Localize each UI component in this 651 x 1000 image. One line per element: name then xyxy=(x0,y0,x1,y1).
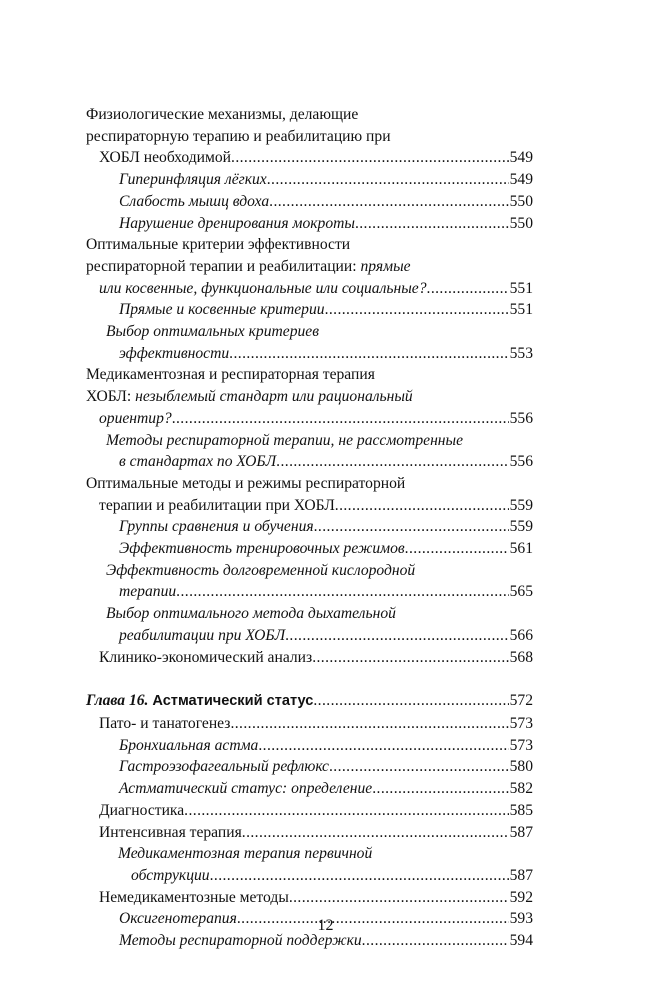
table-of-contents xyxy=(86,104,533,952)
page-number: 568 xyxy=(509,648,533,666)
toc-entry-title: Бронхиальная астма xyxy=(119,736,259,754)
page-number: 580 xyxy=(509,758,533,776)
dot-leader xyxy=(258,735,508,757)
dot-leader xyxy=(329,756,509,778)
toc-entry-title: Астматический статус: определение xyxy=(119,780,373,798)
toc-entry[interactable] xyxy=(86,778,533,800)
toc-entry[interactable] xyxy=(86,538,533,560)
dot-leader xyxy=(427,278,509,300)
dot-leader xyxy=(176,581,508,603)
toc-entry[interactable] xyxy=(86,516,533,538)
toc-entry[interactable] xyxy=(86,234,533,299)
toc-entry[interactable] xyxy=(86,299,533,321)
page-number: 565 xyxy=(509,583,533,601)
toc-entry-title: Немедикаментозные методы xyxy=(99,888,289,906)
page-number: 556 xyxy=(509,453,533,471)
dot-leader xyxy=(289,887,509,909)
toc-entry-title: Интенсивная терапия xyxy=(99,823,242,841)
toc-entry-title: ХОБЛ необходимой xyxy=(99,149,232,167)
chapter-label: Глава 16. xyxy=(86,692,149,710)
toc-entry-title-line: ХОБЛ: xyxy=(86,388,136,406)
toc-entry-title: Пато- и танатогенез xyxy=(99,714,231,732)
dot-leader xyxy=(372,778,508,800)
page-number-footer: 12 xyxy=(317,917,334,934)
toc-entry-title-italic: незыблемый стандарт или рациональный xyxy=(135,388,413,406)
dot-leader xyxy=(231,147,509,169)
page-number: 549 xyxy=(509,171,533,189)
toc-entry-title: терапии xyxy=(119,583,177,601)
dot-leader xyxy=(229,343,508,365)
toc-entry-title-line: респираторную терапию и реабилитацию при xyxy=(86,127,391,145)
page-number: 553 xyxy=(509,344,533,362)
toc-entry[interactable] xyxy=(86,603,533,646)
toc-entry[interactable] xyxy=(86,735,533,757)
page-number: 551 xyxy=(509,279,533,297)
toc-entry[interactable] xyxy=(86,843,533,886)
toc-entry[interactable] xyxy=(86,104,533,169)
toc-entry[interactable] xyxy=(86,213,533,235)
page-number: 551 xyxy=(509,301,533,319)
page-number: 550 xyxy=(509,214,533,232)
page-number: 561 xyxy=(509,540,533,558)
toc-entry-title: реабилитации при ХОБЛ xyxy=(119,626,286,644)
page-number: 549 xyxy=(509,149,533,167)
toc-entry-title: Клинико-экономический анализ xyxy=(99,648,313,666)
toc-entry[interactable] xyxy=(86,887,533,909)
toc-entry-title-line: Выбор оптимального метода дыхательной xyxy=(106,605,396,623)
toc-entry-title-line: Медикаментозная и респираторная терапия xyxy=(86,366,375,384)
toc-entry-title: Слабость мышц вдоха xyxy=(119,192,270,210)
dot-leader xyxy=(405,538,509,560)
page-number: 550 xyxy=(509,192,533,210)
toc-entry[interactable] xyxy=(86,647,533,669)
dot-leader xyxy=(269,191,508,213)
toc-entry-title: терапии и реабилитации при ХОБЛ xyxy=(99,496,335,514)
chapter-spacer xyxy=(86,668,533,690)
toc-entry-title-line: Эффективность долговременной кислородной xyxy=(106,561,416,579)
page-number: 587 xyxy=(509,866,533,884)
toc-entry-title-line: Оптимальные критерии эффективности xyxy=(86,236,351,254)
dot-leader xyxy=(242,822,509,844)
dot-leader xyxy=(276,451,508,473)
page-number: 587 xyxy=(509,823,533,841)
toc-entry[interactable] xyxy=(86,822,533,844)
page-number: 566 xyxy=(509,626,533,644)
toc-entry[interactable] xyxy=(86,756,533,778)
page-number: 556 xyxy=(509,409,533,427)
dot-leader xyxy=(184,800,508,822)
toc-entry-title: Оксигенотерапия xyxy=(119,910,237,928)
toc-entry-title-line: Физиологические механизмы, делающие xyxy=(86,106,359,123)
page-number: 594 xyxy=(509,932,533,950)
toc-entry-title-line: Медикаментозная терапия первичной xyxy=(118,845,373,863)
dot-leader xyxy=(325,299,509,321)
toc-entry-title-line: Выбор оптимальных критериев xyxy=(106,323,319,341)
page-number: 585 xyxy=(509,801,533,819)
dot-leader xyxy=(210,865,509,887)
toc-entry[interactable] xyxy=(86,800,533,822)
toc-entry-title: или косвенные, функциональные или социальные? xyxy=(99,279,427,297)
toc-entry-title-italic: прямые xyxy=(360,257,411,275)
dot-leader xyxy=(267,169,509,191)
toc-entry[interactable] xyxy=(86,713,533,735)
page-number: 572 xyxy=(509,692,533,710)
toc-entry[interactable] xyxy=(86,430,533,473)
toc-entry-title: Группы сравнения и обучения xyxy=(119,518,314,536)
toc-entry-title: эффективности xyxy=(119,344,230,362)
toc-entry-title: Нарушение дренирования мокроты xyxy=(119,214,355,232)
toc-entry-title: Гастроэзофагеальный рефлюкс xyxy=(119,758,329,776)
chapter-title: Астматический статус xyxy=(152,693,314,710)
dot-leader xyxy=(313,690,508,712)
page-number: 593 xyxy=(509,910,533,928)
toc-entry-title: Методы респираторной поддержки xyxy=(119,932,362,950)
dot-leader xyxy=(285,625,508,647)
toc-entry-title: Прямые и косвенные критерии xyxy=(119,301,325,319)
toc-entry-title: Эффективность тренировочных режимов xyxy=(119,540,405,558)
toc-entry-title-line: Оптимальные методы и режимы респираторной xyxy=(86,474,406,492)
page-number: 559 xyxy=(509,518,533,536)
dot-leader xyxy=(314,516,509,538)
page-number: 573 xyxy=(509,714,533,732)
dot-leader xyxy=(172,408,509,430)
toc-entry-title: Гиперинфляция лёгких xyxy=(119,171,267,189)
toc-entry-title: обструкции xyxy=(131,866,210,884)
toc-chapter-entry[interactable] xyxy=(86,690,533,713)
dot-leader xyxy=(312,647,508,669)
toc-entry-title: ориентир? xyxy=(99,409,172,427)
toc-entry[interactable] xyxy=(86,321,533,364)
toc-entry-title-line: Методы респираторной терапии, не рассмотренные xyxy=(106,431,464,449)
dot-leader xyxy=(355,213,509,235)
toc-entry-title: в стандартах по ХОБЛ xyxy=(119,453,277,471)
toc-entry[interactable] xyxy=(86,169,533,191)
page-number: 592 xyxy=(509,888,533,906)
toc-entry[interactable] xyxy=(86,560,533,603)
toc-entry-title: Диагностика xyxy=(99,801,185,819)
toc-entry[interactable] xyxy=(86,191,533,213)
toc-entry[interactable] xyxy=(86,473,533,516)
toc-entry-title-line: респираторной терапии и реабилитации: xyxy=(86,257,361,275)
toc-entry[interactable] xyxy=(86,364,533,429)
page-number: 582 xyxy=(509,780,533,798)
page-number: 573 xyxy=(509,736,533,754)
dot-leader xyxy=(335,495,509,517)
page-number: 559 xyxy=(509,496,533,514)
dot-leader xyxy=(230,713,508,735)
